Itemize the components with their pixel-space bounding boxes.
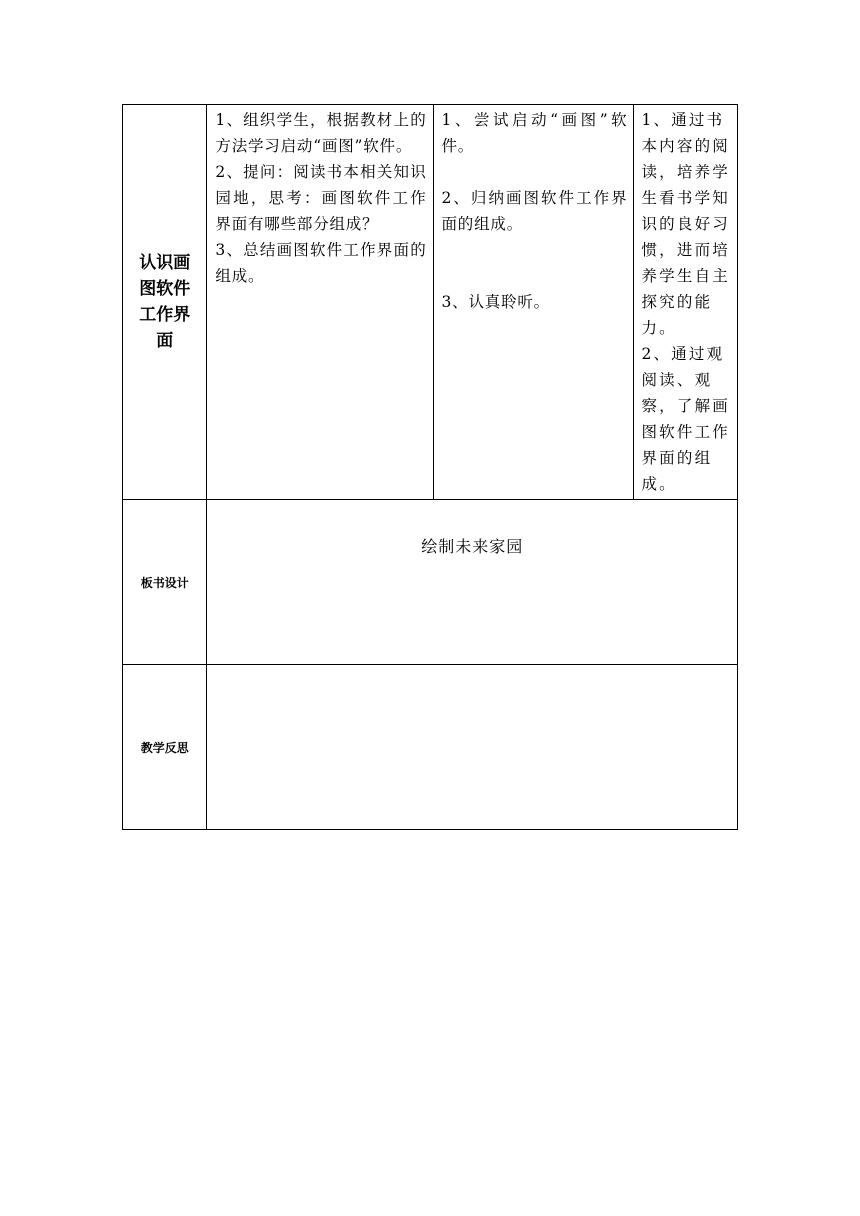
student-activities-cell	[433, 105, 634, 500]
board-design-label: 板书设计	[123, 500, 207, 665]
teacher-activity-3: 3、总结画图软件工作界面的组成。	[215, 241, 427, 285]
student-activity-1: 1、尝试启动“画图”软件。	[441, 111, 628, 155]
teacher-activity-1: 1、组织学生，根据教材上的方法学习启动“画图”软件。	[215, 111, 427, 155]
design-purpose-cell	[634, 105, 738, 500]
design-purpose-2: 2、通过观阅读、观察，了解画图软件工作界面的组成。	[641, 345, 730, 493]
teacher-activities-cell	[207, 105, 433, 500]
board-design-cell	[207, 500, 738, 665]
reflection-row	[123, 665, 738, 830]
teaching-reflection-cell	[207, 665, 738, 830]
teaching-reflection-label: 教学反思	[123, 665, 207, 830]
board-design-title: 绘制未来家园	[421, 537, 524, 556]
board-design-row	[123, 500, 738, 665]
design-purpose-1: 1、通过书本内容的阅读，培养学生看书学知识的良好习惯，进而培养学生自主探究的能力。	[641, 111, 730, 337]
lesson-plan-table	[122, 104, 738, 830]
teacher-activity-2: 2、提问：阅读书本相关知识园地，思考：画图软件工作界面有哪些部分组成？	[215, 163, 427, 233]
student-activity-2: 2、归纳画图软件工作界面的组成。	[441, 189, 628, 233]
student-activity-3: 3、认真聆听。	[441, 293, 550, 311]
stage-label: 认识画图软件工作界面	[123, 105, 207, 500]
stage-row	[123, 105, 738, 500]
